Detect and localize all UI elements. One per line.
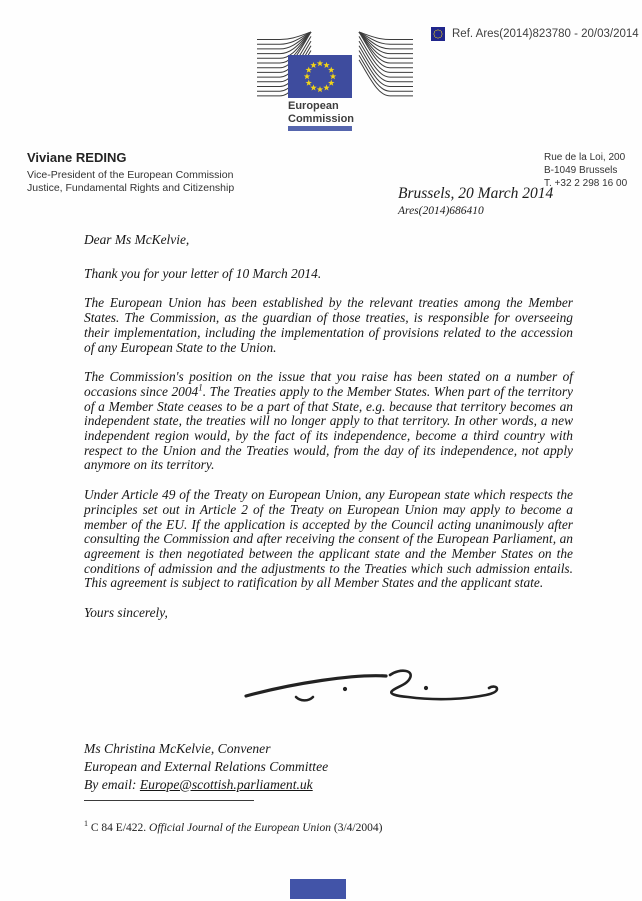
- sender-block: [27, 150, 234, 195]
- commission-swoosh-lines-right: [359, 32, 413, 96]
- footnote-journal-title: Official Journal of the European Union: [149, 821, 331, 834]
- contact-city: B-1049 Brussels: [544, 165, 618, 176]
- recipient-committee: European and External Relations Committee: [84, 758, 329, 774]
- eu-flag-swoosh-graphic: [255, 30, 415, 100]
- logo-underline-bar: [288, 126, 352, 131]
- registration-ref-line: [431, 27, 639, 41]
- recipient-block: [84, 740, 328, 793]
- paragraph-2: [84, 370, 573, 473]
- paragraph-2-text-a: The Commission's position on the issue that you raise has been stated on a number of occasions since 2004: [84, 369, 573, 399]
- sender-portfolio: Justice, Fundamental Rights and Citizenship: [27, 182, 235, 194]
- logo-word-european: European: [288, 100, 339, 112]
- footnote-marker: 1: [84, 819, 88, 828]
- registration-ref-text: Ref. Ares(2014)823780 - 20/03/2014: [452, 28, 639, 40]
- sender-role: Vice-President of the European Commission: [27, 169, 234, 181]
- eu-flag-icon: [431, 27, 445, 41]
- logo-wordmark: [288, 100, 354, 125]
- contact-address-block: [544, 151, 627, 190]
- letter-body: [84, 233, 573, 636]
- logo-word-commission: Commission: [288, 112, 355, 125]
- opening-line: Thank you for your letter of 10 March 2014.: [84, 265, 322, 281]
- footnote-text-after: (3/4/2004): [330, 821, 383, 834]
- footnote-separator: [84, 800, 254, 801]
- footnote-text-before: C 84 E/422.: [88, 821, 150, 834]
- paragraph-1: The European Union has been established by the relevant treaties among the Member States. The Commission, as the guardian of those treaties, is responsible for overseeing their implementation, including the implementation of provisions related to the accession of any European State to the Union.: [84, 295, 573, 355]
- bottom-scan-mark: [290, 879, 346, 899]
- place-and-date: Brussels, 20 March 2014: [398, 185, 554, 202]
- recipient-name: Ms Christina McKelvie, Convener: [84, 741, 271, 756]
- ares-number: Ares(2014)686410: [398, 205, 484, 217]
- recipient-email-line: [84, 776, 328, 794]
- paragraph-2-text-b: . The Treaties apply to the Member States. When part of the territory of a Member State ceases to be a part of that State, e.g. because that territory becomes an independent state, the treaties will no longer apply to that territory. In other words, a new independent region would, by the fact of its independence, become a third country with respect to the Union and the Treaties would, from the day of its independence, not apply anymore on its territory.: [84, 383, 573, 473]
- email-address: Europe@scottish.parliament.uk: [139, 776, 313, 792]
- sender-name: Viviane REDING: [27, 150, 127, 165]
- email-label: By email:: [84, 776, 140, 792]
- footnote-reference-1: 1: [198, 382, 203, 393]
- european-commission-logo: [255, 30, 415, 132]
- paragraph-3: Under Article 49 of the Treaty on European Union, any European state which respects the principles set out in Article 2 of the Treaty on European Union may apply to become a member of the EU. If the application is accepted by the Council acting unanimously after consulting the Commission and after receiving the consent of the European Parliament, an agreement is then negotiated between the applicant state and the Member States on the conditions of admission and the adjustments to the Treaties which such admission entails. This agreement is subject to ratification by all Member States and the applicant state.: [84, 487, 573, 591]
- dateline-block: [398, 185, 553, 217]
- footnote: [84, 819, 382, 834]
- contact-phone: T. +32 2 298 16 00: [544, 178, 628, 189]
- salutation: Dear Ms McKelvie,: [84, 232, 190, 247]
- handwritten-signature: [244, 663, 524, 718]
- closing-line: Yours sincerely,: [84, 605, 168, 621]
- contact-street: Rue de la Loi, 200: [544, 152, 626, 163]
